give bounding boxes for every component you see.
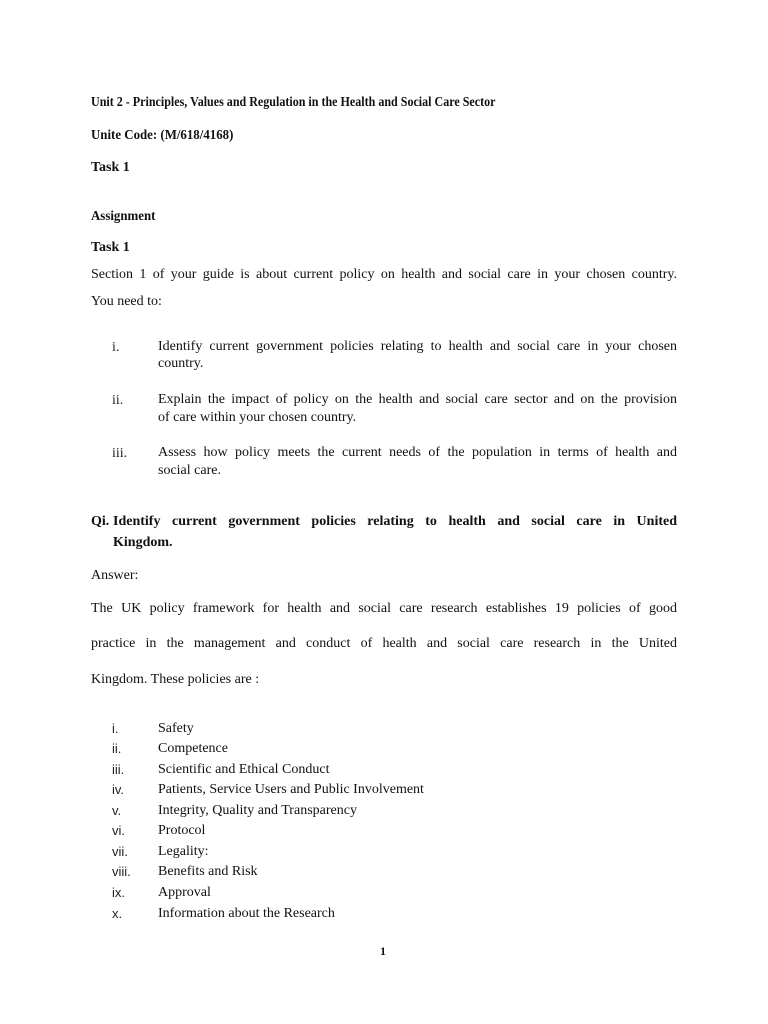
list-item: Patients, Service Users and Public Involvement [158, 782, 424, 797]
page-number: 1 [380, 944, 386, 958]
list-item: Competence [158, 741, 228, 756]
unit-code: Unite Code: (M/618/4168) [91, 128, 234, 143]
list-item: Protocol [158, 823, 206, 838]
list-item: Benefits and Risk [158, 864, 258, 879]
list-item-number: ii. [112, 741, 122, 756]
requirement-number: ii. [112, 393, 124, 408]
requirement-text: Assess how policy meets the current needs of the population in terms of health and [158, 445, 677, 460]
assignment-heading: Assignment [91, 209, 156, 224]
list-item-number: i. [112, 721, 119, 736]
intro-line: You need to: [91, 294, 162, 309]
unit-title: Unit 2 - Principles, Values and Regulation in the Health and Social Care Sector [91, 95, 496, 110]
list-item: Scientific and Ethical Conduct [158, 762, 330, 777]
question-text: Kingdom. [113, 535, 173, 550]
answer-paragraph-line: Kingdom. These policies are : [91, 672, 260, 687]
list-item: Integrity, Quality and Transparency [158, 803, 357, 818]
list-item-number: iv. [112, 782, 125, 797]
requirement-text: Identify current government policies relating to health and social care in your chosen [158, 339, 677, 354]
requirement-text: of care within your chosen country. [158, 410, 357, 425]
requirement-text: country. [158, 356, 204, 371]
list-item-number: vi. [112, 823, 125, 838]
list-item: Approval [158, 885, 211, 900]
answer-paragraph-line: practice in the management and conduct of health and social care research in the United [91, 636, 677, 651]
question-number: Qi. [91, 514, 110, 529]
list-item-number: ix. [112, 885, 125, 900]
answer-paragraph-line: The UK policy framework for health and social care research establishes 19 policies of good [91, 601, 677, 616]
task-heading: Task 1 [91, 160, 130, 175]
answer-label: Answer: [91, 568, 139, 583]
requirement-number: i. [112, 340, 120, 355]
list-item: Information about the Research [158, 906, 335, 921]
task-heading: Task 1 [91, 240, 130, 255]
list-item-number: iii. [112, 762, 125, 777]
requirement-number: iii. [112, 446, 128, 461]
question-text: Identify current government policies relating to health and social care in United [113, 514, 677, 529]
list-item-number: v. [112, 803, 122, 818]
requirement-text: social care. [158, 463, 221, 478]
requirement-text: Explain the impact of policy on the health and social care sector and on the provision [158, 392, 677, 407]
list-item-number: x. [112, 906, 123, 921]
list-item: Legality: [158, 844, 209, 859]
intro-line: Section 1 of your guide is about current policy on health and social care in your chosen country. [91, 267, 677, 282]
list-item-number: viii. [112, 864, 131, 879]
list-item-number: vii. [112, 844, 128, 859]
list-item: Safety [158, 721, 194, 736]
